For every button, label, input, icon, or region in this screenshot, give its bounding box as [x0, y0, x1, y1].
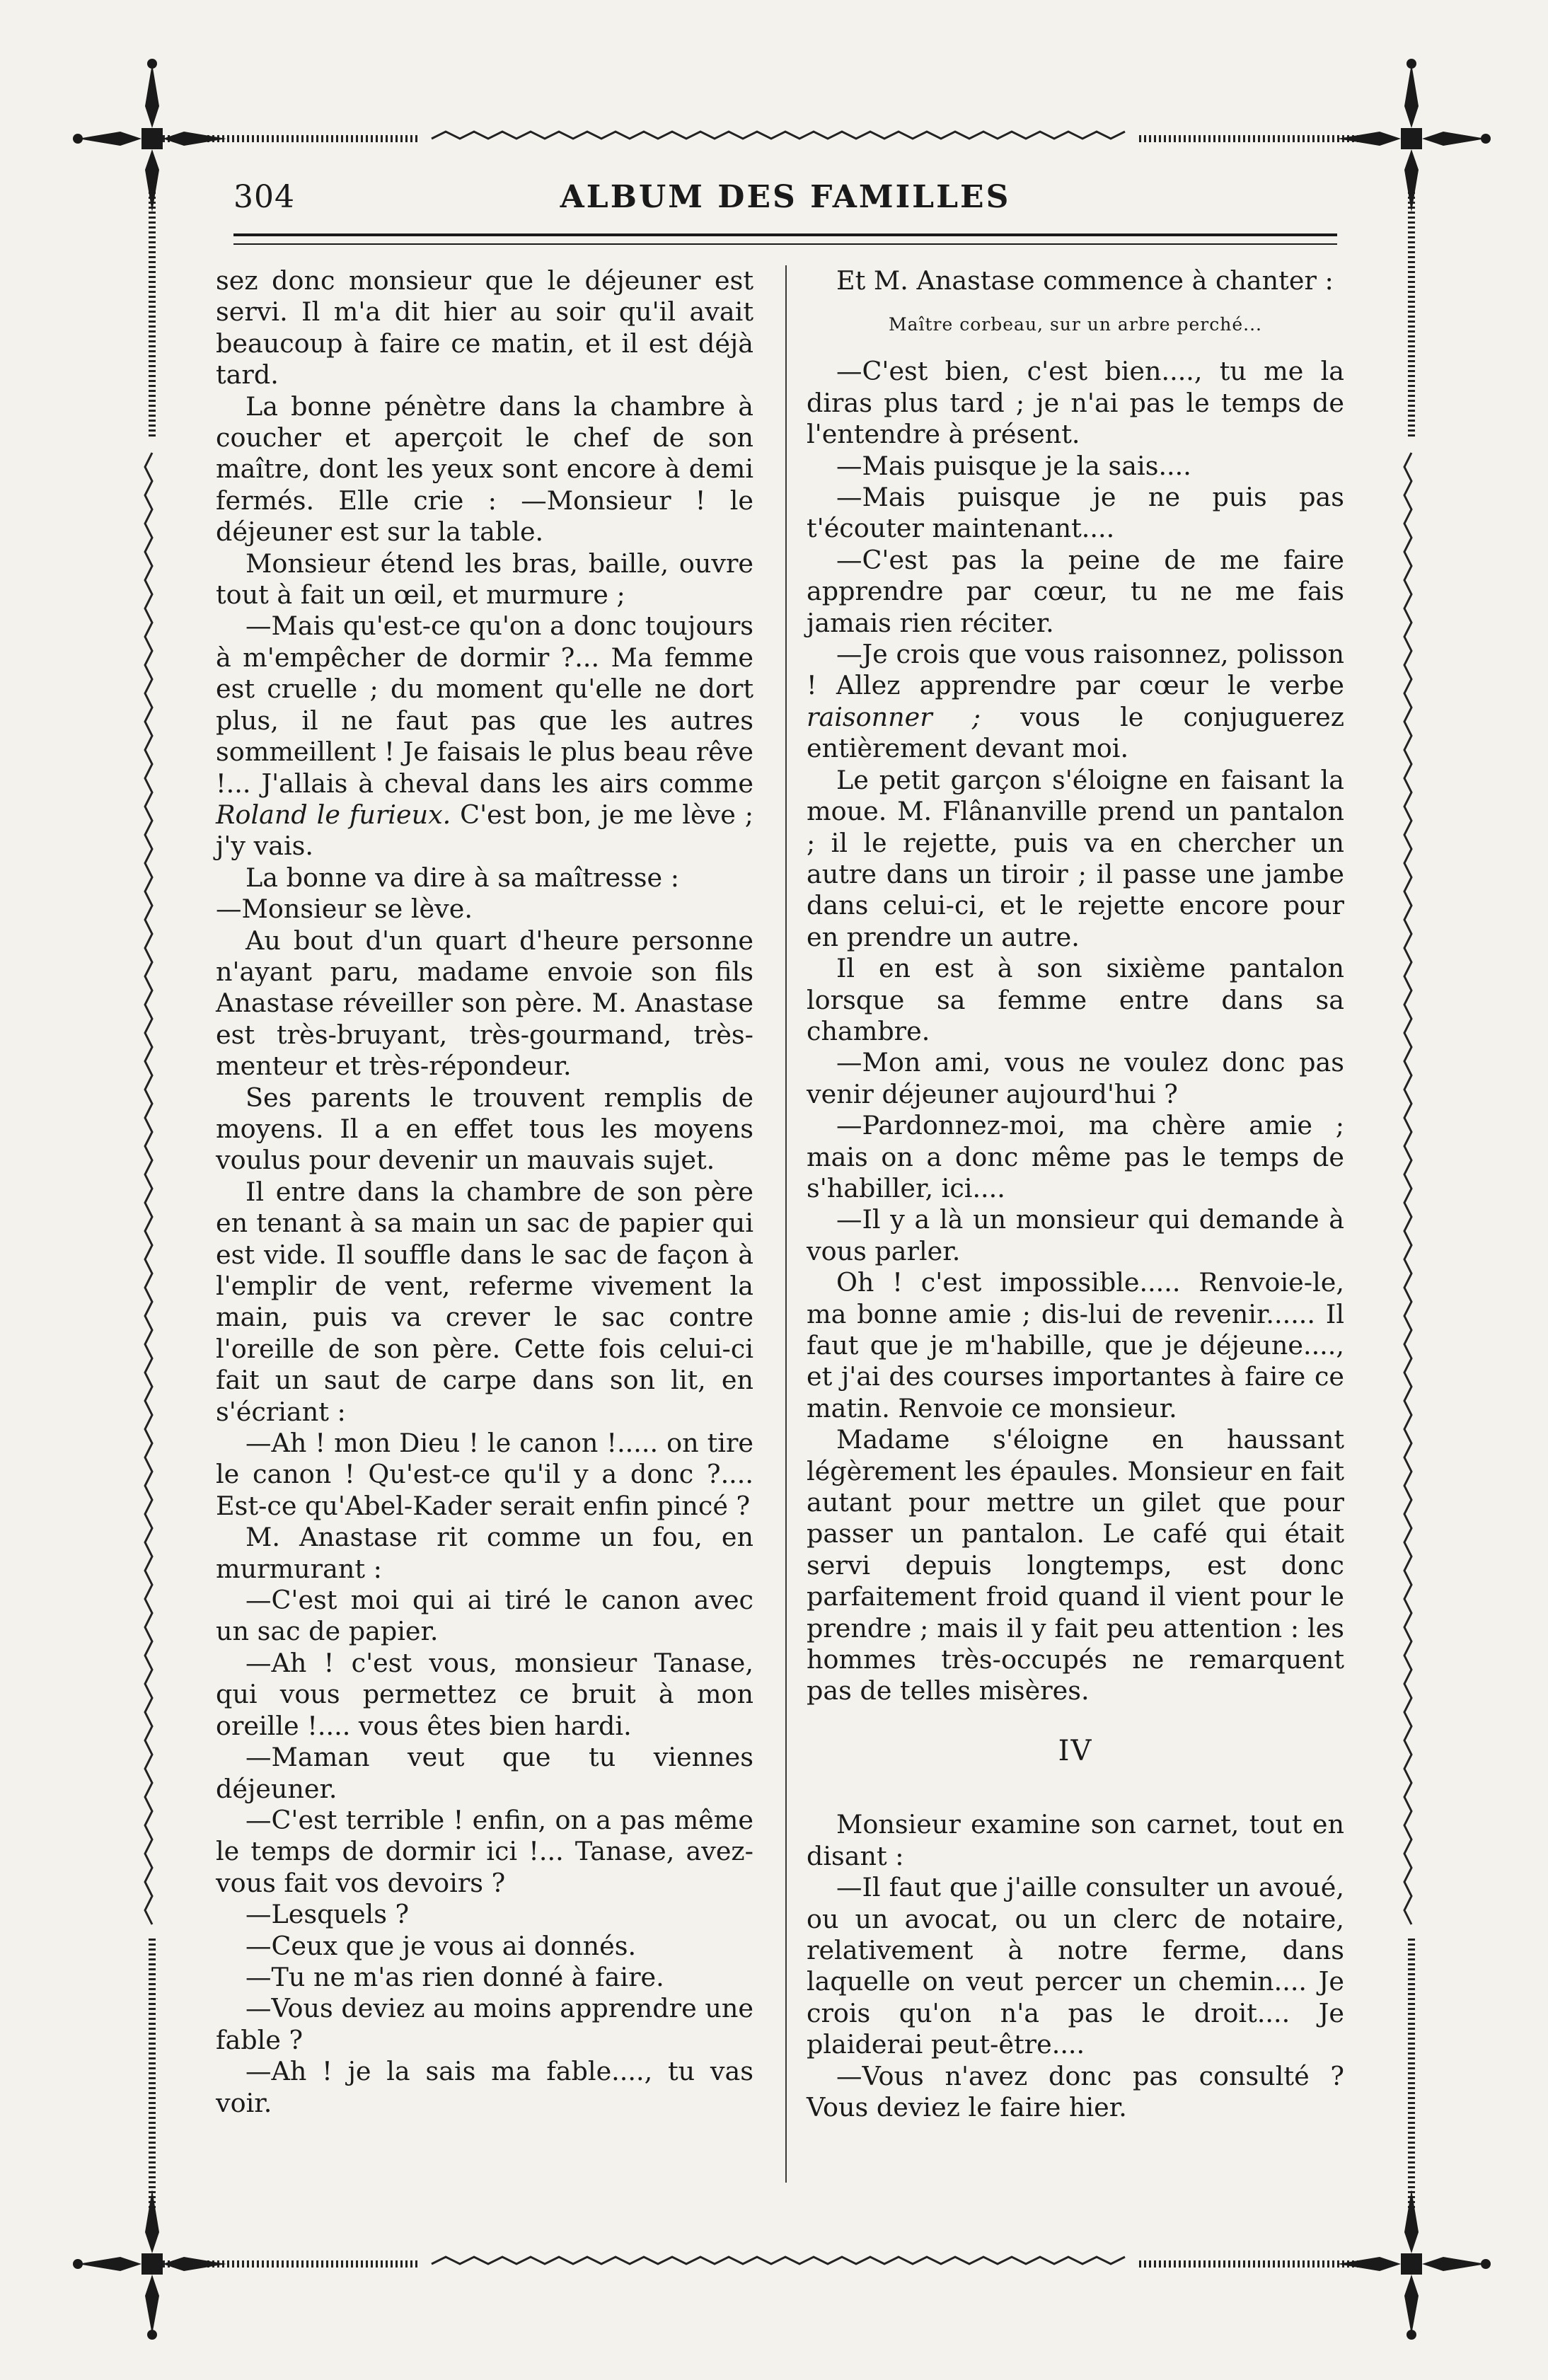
paragraph: M. Anastase rit comme un fou, en murmurant :	[216, 1522, 753, 1584]
header-rule-thin	[233, 243, 1337, 245]
header-rule-thick	[233, 233, 1337, 236]
paragraph: Monsieur étend les bras, baille, ouvre tout à fait un œil, et murmure ;	[216, 548, 753, 611]
paragraph: —C'est terrible ! enfin, on a pas même le temps de dormir ici !... Tanase, avez-vous fait vos devoirs ?	[216, 1804, 753, 1898]
paragraph: —Vous deviez au moins apprendre une fable ?	[216, 1993, 753, 2055]
paragraph-text: C'est bon, je me lève ; j'y vais.	[216, 799, 753, 862]
paragraph: —Ceux que je vous ai donnés.	[246, 1930, 637, 1961]
right-column	[807, 265, 1344, 2123]
paragraph	[216, 611, 753, 862]
page-number: 304	[233, 179, 295, 215]
paragraph: —C'est moi qui ai tiré le canon avec un sac de papier.	[216, 1585, 753, 1647]
paragraph	[807, 639, 1344, 765]
paragraph: Il entre dans la chambre de son père en tenant à sa main un sac de papier qui est vide. Il souffle dans le sac de façon à l'emplir de vent, referme vivement la main, puis va crever le sac contre l'oreille de son père. Cette fois celui-ci fait un saut de carpe dans son lit, en s'écriant :	[216, 1176, 753, 1427]
paragraph: —Mais puisque je la sais....	[836, 450, 1191, 481]
italic-word: raisonner ;	[807, 701, 981, 732]
paragraph: —Tu ne m'as rien donné à faire.	[246, 1961, 664, 1992]
italic-title: Roland le furieux.	[216, 799, 451, 830]
paragraph: Madame s'éloigne en haussant légèrement les épaules. Monsieur en fait autant pour mettre un gilet que pour passer un pantalon. Le café qui était servi depuis longtemps, est donc parfaitement froid quand il vient pour le prendre ; mais il y fait peu attention : les hommes très-occupés ne remarquent pas de telles misères.	[807, 1424, 1344, 1706]
paragraph-text: —Mais qu'est-ce qu'on a donc toujours à m'empêcher de dormir ?... Ma femme est cruelle ; du moment qu'elle ne dort plus, il ne faut pas que les autres sommeillent ! Je faisais le plus beau rêve !... J'allais à cheval dans les airs comme	[216, 611, 753, 799]
paragraph: —Il faut que j'aille consulter un avoué, ou un avocat, ou un clerc de notaire, relativement à notre ferme, dans laquelle on veut percer un chemin.... Je crois qu'on n'a pas le droit.... Je plaiderai peut-être....	[807, 1872, 1344, 2060]
running-title: ALBUM DES FAMILLES	[560, 179, 1011, 215]
paragraph: Il en est à son sixième pantalon lorsque sa femme entre dans sa chambre.	[807, 953, 1344, 1046]
paragraph: —C'est bien, c'est bien...., tu me la diras plus tard ; je n'ai pas le temps de l'entendre à présent.	[807, 356, 1344, 450]
paragraph: Le petit garçon s'éloigne en faisant la moue. M. Flânanville prend un pantalon ; il le rejette, puis va en chercher un autre dans un tiroir ; il passe une jambe dans celui-ci, et le rejette encore pour en prendre un autre.	[807, 764, 1344, 952]
section-heading: IV	[1058, 1734, 1093, 1767]
paragraph: La bonne pénètre dans la chambre à coucher et aperçoit le chef de son maître, dont les yeux sont encore à demi fermés. Elle crie : —Monsieur ! le déjeuner est sur la table.	[216, 391, 753, 548]
paragraph: —Lesquels ?	[246, 1899, 410, 1930]
paragraph: La bonne va dire à sa maîtresse :	[246, 862, 680, 893]
paragraph: —Mon ami, vous ne voulez donc pas venir déjeuner aujourd'hui ?	[807, 1047, 1344, 1109]
page-header	[233, 173, 1337, 223]
paragraph: —Il y a là un monsieur qui demande à vous parler.	[807, 1204, 1344, 1266]
paragraph: —C'est pas la peine de me faire apprendre par cœur, tu ne me fais jamais rien réciter.	[807, 544, 1344, 638]
paragraph: Et M. Anastase commence à chanter :	[836, 265, 1334, 296]
paragraph: —Maman veut que tu viennes déjeuner.	[216, 1742, 753, 1804]
paragraph: —Ah ! c'est vous, monsieur Tanase, qui vous permettez ce bruit à mon oreille !.... vous êtes bien hardi.	[216, 1647, 753, 1741]
paragraph-text: —Je crois que vous raisonnez, polisson ! Allez apprendre par cœur le verbe	[807, 639, 1344, 701]
paragraph: Au bout d'un quart d'heure personne n'ayant paru, madame envoie son fils Anastase réveiller son père. M. Anastase est très-bruyant, très-gourmand, très-menteur et très-répondeur.	[216, 925, 753, 1082]
column-divider	[785, 265, 787, 2183]
verse-quote: Maître corbeau, sur un arbre perché...	[889, 314, 1262, 335]
paragraph: —Pardonnez-moi, ma chère amie ; mais on a donc même pas le temps de s'habiller, ici....	[807, 1110, 1344, 1203]
paragraph: sez donc monsieur que le déjeuner est servi. Il m'a dit hier au soir qu'il avait beaucoup à faire ce matin, et il est déjà tard.	[216, 265, 753, 391]
paragraph: Ses parents le trouvent remplis de moyens. Il a en effet tous les moyens voulus pour devenir un mauvais sujet.	[216, 1082, 753, 1176]
paragraph: Oh ! c'est impossible..... Renvoie-le, ma bonne amie ; dis-lui de revenir...... Il faut que je m'habille, que je déjeune...., et j'ai des courses importantes à faire ce matin. Renvoie ce monsieur.	[807, 1267, 1344, 1423]
paragraph: —Vous n'avez donc pas consulté ? Vous deviez le faire hier.	[807, 2060, 1344, 2122]
paragraph: —Ah ! mon Dieu ! le canon !..... on tire le canon ! Qu'est-ce qu'il y a donc ?.... Est-ce qu'Abel-Kader serait enfin pincé ?	[216, 1428, 753, 1521]
paragraph-text: vous le conjuguerez entièrement devant moi.	[807, 701, 1344, 764]
paragraph: Monsieur examine son carnet, tout en disant :	[807, 1809, 1344, 1871]
paragraph: —Monsieur se lève.	[216, 894, 473, 925]
left-column	[216, 265, 753, 2119]
paragraph: —Ah ! je la sais ma fable...., tu vas voir.	[216, 2056, 753, 2118]
paragraph: —Mais puisque je ne puis pas t'écouter maintenant....	[807, 482, 1344, 544]
